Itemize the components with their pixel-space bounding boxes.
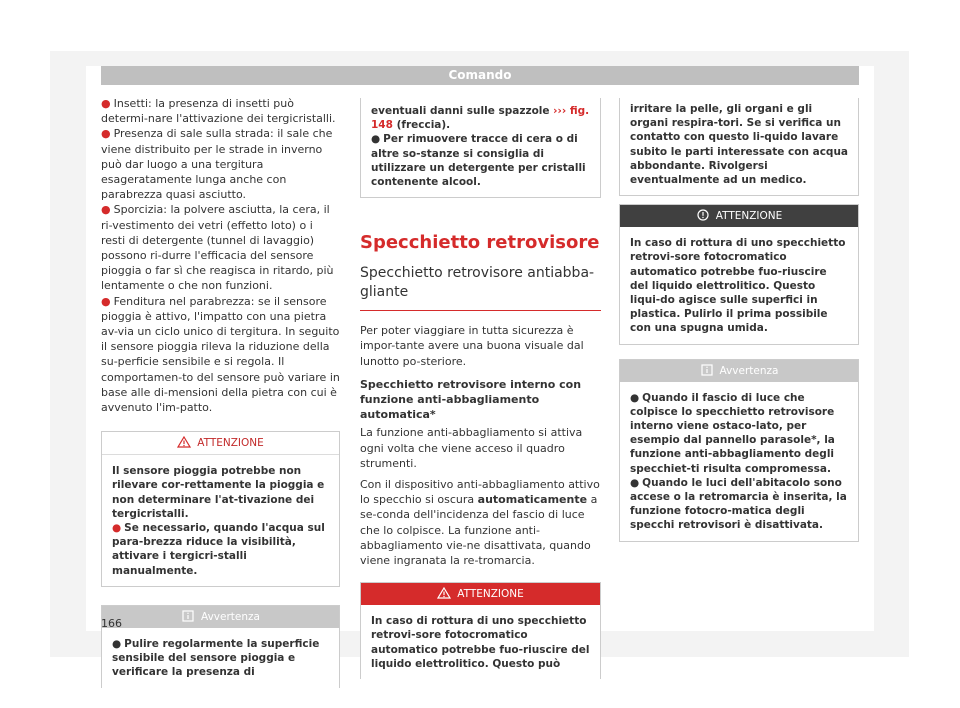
subsection-title: Specchietto retrovisore antiabba-gliante <box>360 265 595 301</box>
list-item: ● Quando le luci dell'abitacolo sono accese o la retromarcia è inserita, la funzione fotocro-matica degli specchi retrovisori è disattivata. <box>630 476 847 532</box>
bullet-icon: ● <box>112 522 122 535</box>
attention-box-continued <box>619 98 859 196</box>
list-item: ● Presenza di sale sulla strada: il sale che viene distribuito per le strade in inverno può dar luogo a una tergitura esageratamente lunga anche con parabrezza quasi asciutto. <box>101 127 333 202</box>
paragraph: Con il dispositivo anti-abbagliamento attivo lo specchio si oscura automaticamente a se-conda dell'incidenza del fascio di luce che lo colpisce. La funzione anti-abbagliamento vie-ne disattivata, quando viene ingranata la re-tromarcia. <box>360 478 600 568</box>
note-box <box>101 605 340 688</box>
bullet-icon: ● <box>630 476 640 489</box>
attention-text: irritare la pelle, gli organi e gli organi respira-tori. Se si verifica un contatto con questo li-quido lavare subito le parti interessate con acqua abbondante. Rivolgersi eventualmente ad un medico. <box>630 103 849 187</box>
info-icon <box>700 364 714 376</box>
note-text: eventuali danni sulle spazzole ››› fig. 148 (freccia). <box>371 105 590 132</box>
note-header: Avvertenza <box>620 360 858 382</box>
attention-box <box>619 204 859 344</box>
exclamation-circle-icon <box>696 209 710 221</box>
attention-header: ATTENZIONE <box>620 205 858 227</box>
column-2 <box>360 98 601 679</box>
note-box-continued <box>360 98 601 198</box>
attention-body <box>361 605 600 679</box>
bullet-icon: ● <box>101 203 111 217</box>
note-body <box>620 382 858 541</box>
warning-triangle-icon <box>177 436 191 448</box>
page-number: 166 <box>101 617 122 630</box>
bullet-icon: ● <box>112 637 122 650</box>
note-header: Avvertenza <box>102 606 339 628</box>
attention-header: ATTENZIONE <box>361 583 600 605</box>
paragraph: Per poter viaggiare in tutta sicurezza è impor-tante avere una buona visuale dal lunotto po-steriore. <box>360 324 584 368</box>
attention-header: ATTENZIONE <box>102 432 339 455</box>
note-body <box>102 628 339 688</box>
bullet-icon: ● <box>371 133 381 146</box>
attention-body <box>102 455 339 586</box>
page-header: Comando <box>101 66 859 85</box>
column-1 <box>101 96 340 688</box>
bullet-icon: ● <box>101 294 111 308</box>
list-item: ● Se necessario, quando l'acqua sul para-brezza riduce la visibilità, attivare i tergicri-stalli manualmente. <box>112 522 325 577</box>
attention-box <box>101 431 340 587</box>
column-3 <box>619 98 859 542</box>
note-box <box>619 359 859 542</box>
list-item: ● Per rimuovere tracce di cera o di altre so-stanze si consiglia di utilizzare un detergente per cristalli contenente alcool. <box>371 133 586 189</box>
attention-body <box>620 98 858 195</box>
bullet-icon: ● <box>101 127 111 141</box>
attention-box <box>360 582 601 679</box>
attention-text: In caso di rottura di uno specchietto retrovi-sore fotocromatico automatico potrebbe fuo-riuscire del liquido elettrolitico. Questo può <box>371 615 590 670</box>
list-item: ● Insetti: la presenza di insetti può determi-nare l'attivazione dei tergicristalli. <box>101 97 336 126</box>
list-item: ● Pulire regolarmente la superficie sensibile del sensore pioggia e verificare la presenza di <box>112 637 320 679</box>
section-title: Specchietto retrovisore <box>360 232 600 254</box>
subsection-header <box>360 264 601 311</box>
list-item: ● Sporcizia: la polvere asciutta, la cera, il ri-vestimento dei vetri (effetto loto) o i resti di detergente (tunnel di lavaggio) possono ri-durre l'efficacia del sensore pioggia o far sì che reagisca in ritardo, più lentamente o che non funzioni. <box>101 203 334 293</box>
info-icon <box>181 610 195 622</box>
figure-link[interactable]: fig. 148 <box>371 105 590 132</box>
cross-reference-arrow: ››› <box>553 105 567 117</box>
note-body <box>361 98 600 197</box>
attention-text: In caso di rottura di uno specchietto retrovi-sore fotocromatico automatico potrebbe fuo-riuscire del liquido elettrolitico. Questo liqui-do agisce sulle superfici in plastica. Pulirlo il prima possibile con una spugna umida. <box>630 237 846 335</box>
attention-body <box>620 227 858 343</box>
warning-triangle-icon <box>437 587 451 599</box>
list-item: ● Fenditura nel parabrezza: se il sensore pioggia è attivo, l'impatto con una pietra av-via un ciclo unico di tergitura. In seguito il sensore pioggia rileva la riduzione della su-perficie sensibile e si regola. Il comportamen-to del sensore può variare in base alle di-mensioni della pietra con cui è avvenuto l'im-patto. <box>101 294 340 415</box>
attention-text: Il sensore pioggia potrebbe non rilevare cor-rettamente la pioggia e non determinare l'at-tivazione dei tergicristalli. <box>112 465 325 520</box>
bold-heading: Specchietto retrovisore interno con funzione anti-abbagliamento automatica* <box>360 377 582 422</box>
bullet-icon: ● <box>101 97 111 110</box>
list-item: ● Quando il fascio di luce che colpisce lo specchietto retrovisore interno viene ostaco-lato, per esempio dal pannello parasole*, la funzione anti-abbagliamento degli specchiet-ti risulta compromessa. <box>630 391 835 475</box>
paragraph: La funzione anti-abbagliamento si attiva ogni volta che viene acceso il quadro strumenti. <box>360 426 583 470</box>
bullet-icon: ● <box>630 391 640 404</box>
